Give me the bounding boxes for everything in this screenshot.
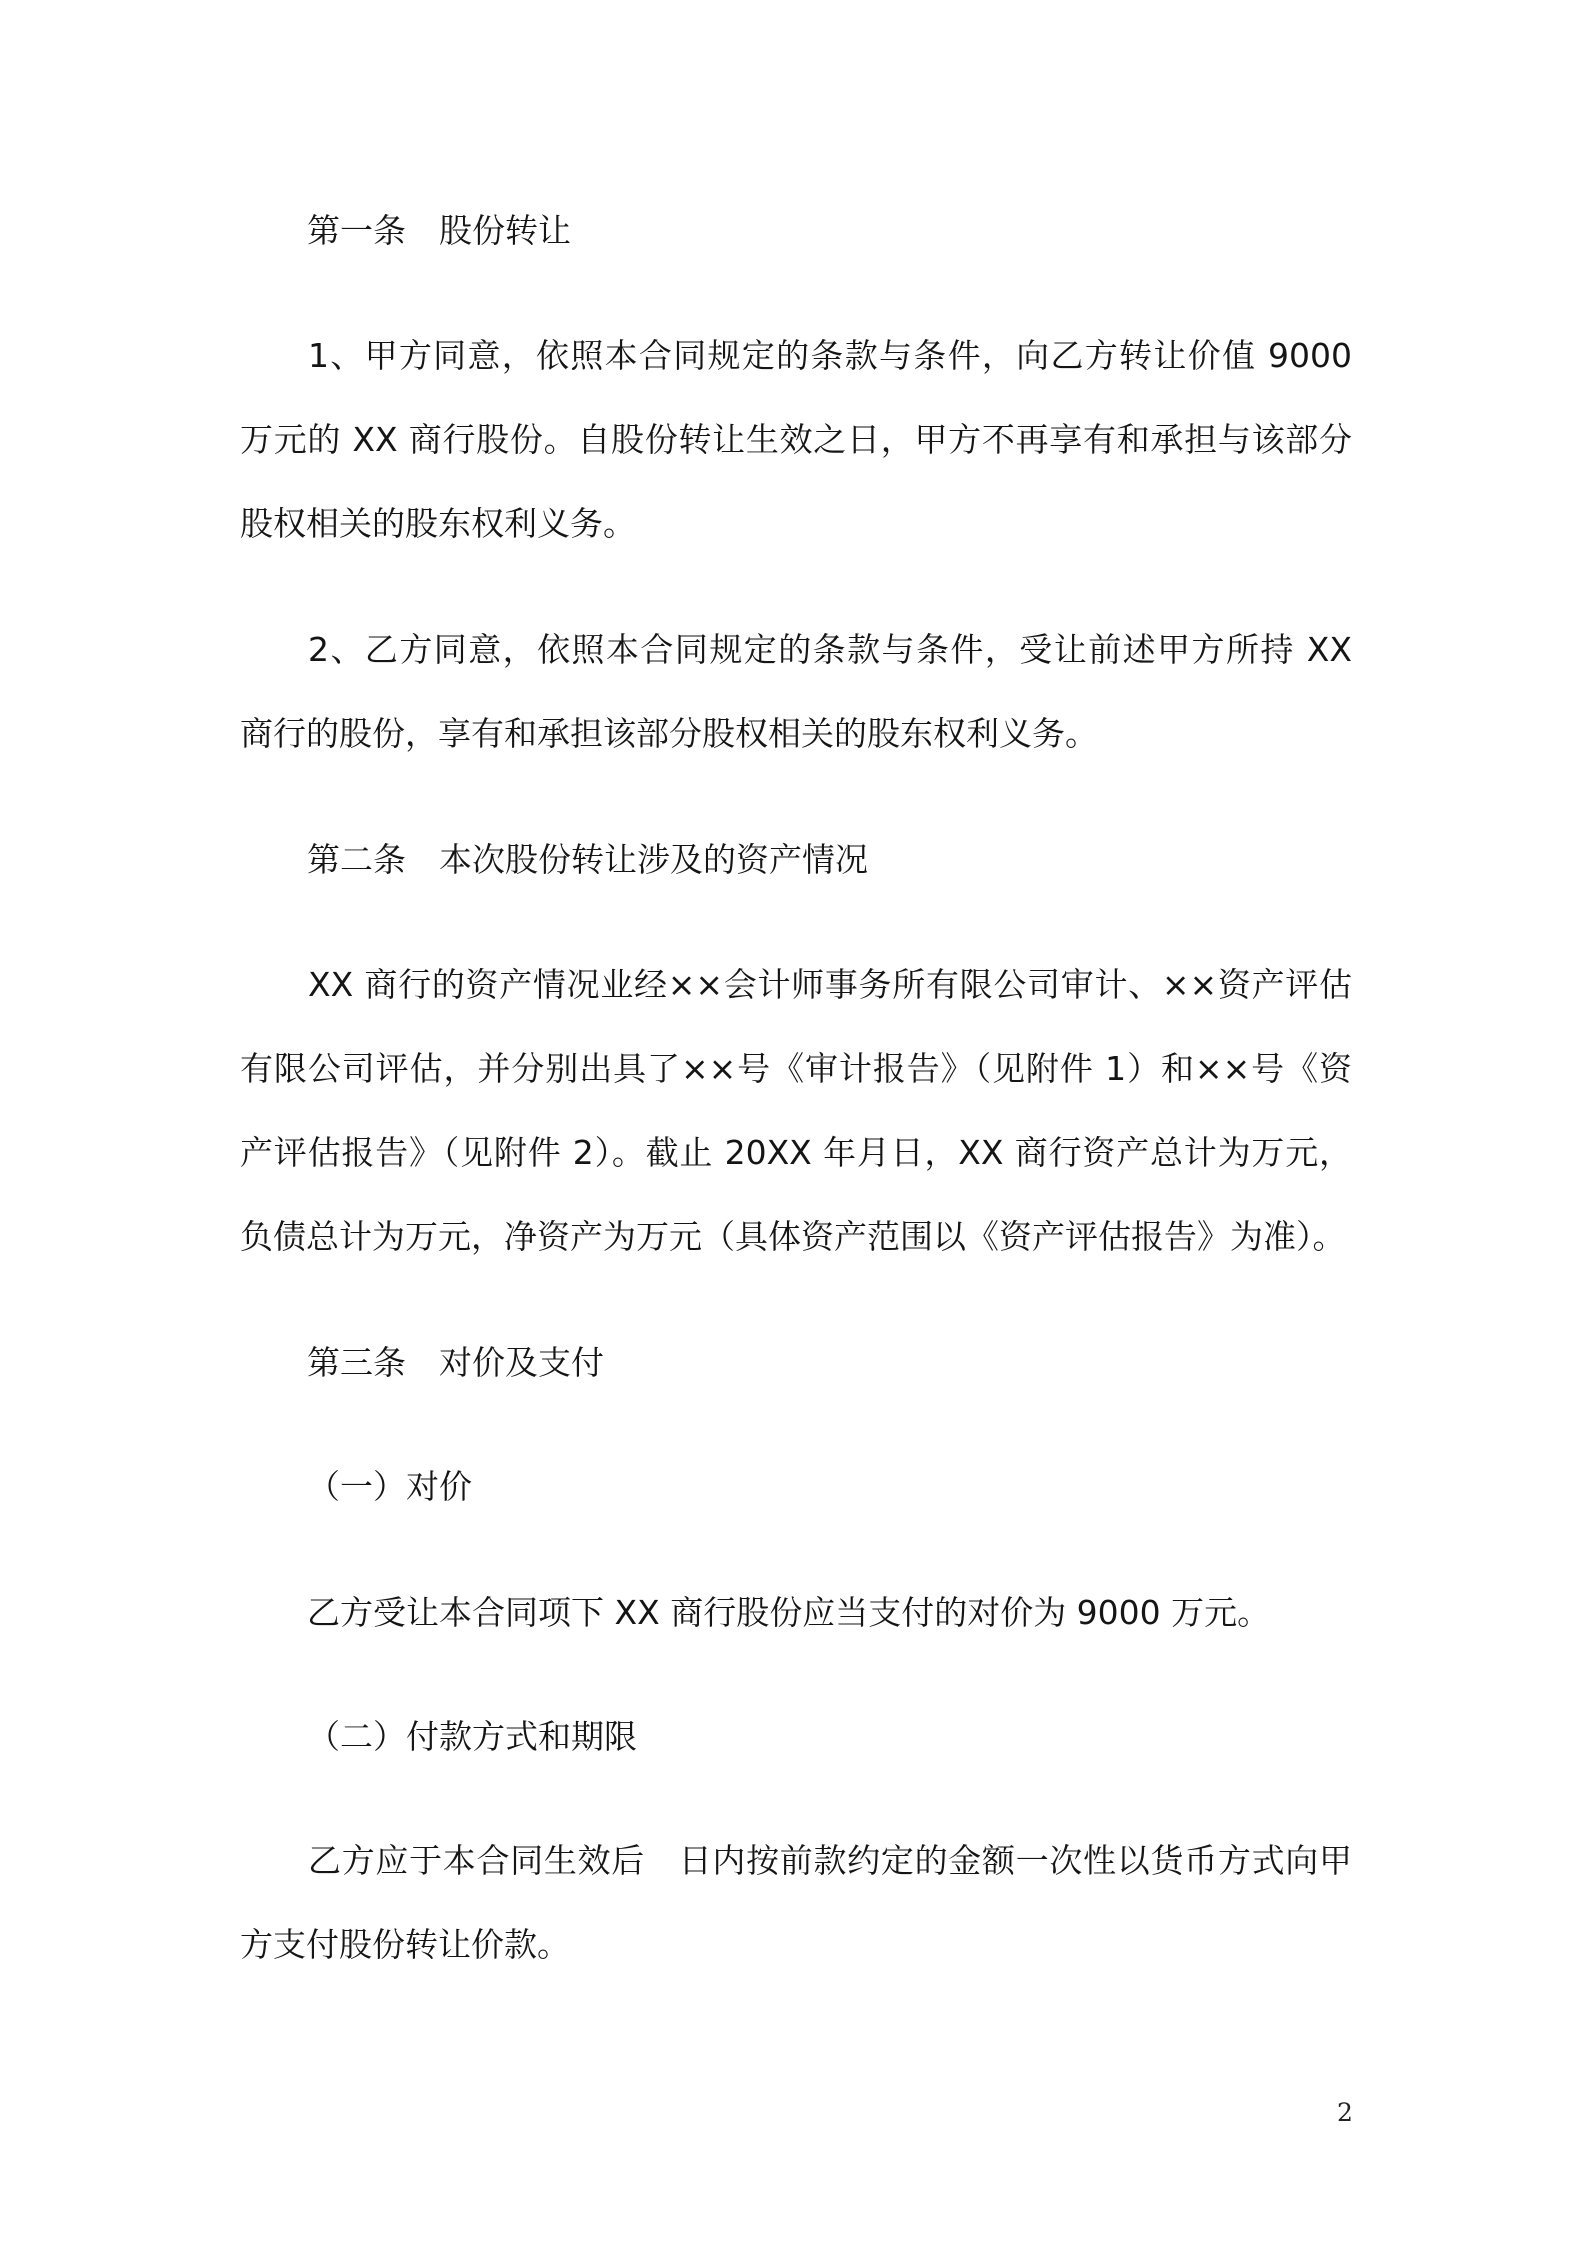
page-number: 2 xyxy=(1337,2098,1353,2127)
article-3-heading: 第三条 对价及支付 xyxy=(307,1343,604,1382)
article-1-paragraph-2: 2、乙方同意，依照本合同规定的条款与条件，受让前述甲方所持 XX 商行的股份，享有和承担该部分股权相关的股东权利义务。 xyxy=(240,630,1352,753)
article-2-heading: 第二条 本次股份转让涉及的资产情况 xyxy=(307,840,868,879)
article-3-subsection-2-paragraph: 乙方应于本合同生效后 日内按前款约定的金额一次性以货币方式向甲方支付股份转让价款。 xyxy=(240,1841,1352,1964)
article-3-subsection-2-heading: （二）付款方式和期限 xyxy=(307,1717,637,1756)
article-2-paragraph-1: XX 商行的资产情况业经××会计师事务所有限公司审计、××资产评估有限公司评估，并分别出具了××号《审计报告》（见附件 1）和××号《资产评估报告》（见附件 2）。截止 20XX 年月日，XX 商行资产总计为万元，负债总计为万元，净资产为万元（具体资产范围以《资产评估报告》为准）。 xyxy=(240,965,1352,1256)
article-1-paragraph-1: 1、甲方同意，依照本合同规定的条款与条件，向乙方转让价值 9000 万元的 XX 商行股份。自股份转让生效之日，甲方不再享有和承担与该部分股权相关的股东权利义务。 xyxy=(240,336,1352,543)
article-3-subsection-1-paragraph: 乙方受让本合同项下 XX 商行股份应当支付的对价为 9000 万元。 xyxy=(307,1593,1271,1632)
article-3-subsection-1-heading: （一）对价 xyxy=(307,1467,472,1506)
article-1-heading: 第一条 股份转让 xyxy=(307,211,571,250)
